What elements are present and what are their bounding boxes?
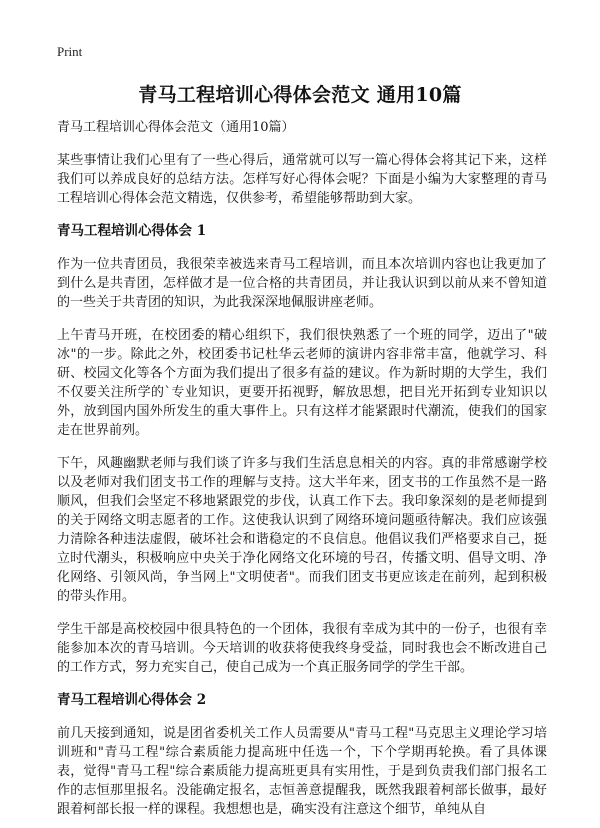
section-heading-2: 青马工程培训心得体会 2 (57, 692, 207, 708)
section-1-paragraph-1: 作为一位共青团员，我很荣幸被选来青马工程培训，而且本次培训内容也让我更加了到什么是共青团，怎样做才是一位合格的共青团员，并让我认识到以前从来不曾知道的一些关于共青团的知识，为此我深深地佩服讲座老师。 (57, 257, 547, 310)
document-body (57, 118, 547, 828)
print-link[interactable]: Print (57, 44, 83, 59)
intro-paragraph: 某些事情让我们心里有了一些心得后，通常就可以写一篇心得体会将其记下来，这样我们可以养成良好的总结方法。怎样写好心得体会呢？下面是小编为大家整理的青马工程培训心得体会范文精选，仅供参考，希望能够帮助到大家。 (57, 153, 547, 206)
document-subtitle: 青马工程培训心得体会范文（通用10篇） (57, 120, 295, 135)
document-title: 青马工程培训心得体会范文 通用10篇 (138, 84, 462, 106)
section-1-paragraph-2: 上午青马开班，在校团委的精心组织下，我们很快熟悉了一个班的同学，迈出了"破冰"的一步。除此之外，校团委书记杜华云老师的演讲内容非常丰富，他就学习、科研、校园文化等各个方面为我们提出了很多有益的建议。作为新时期的大学生，我们不仅要关注所学的`专业知识，更要开拓视野，解放思想，把目光开拓到专业知识以外，放到国内国外所发生的重大事件上。只有这样才能紧跟时代潮流，使我们的国家走在世界前列。 (57, 328, 547, 438)
section-2-paragraph-1: 前几天接到通知，说是团省委机关工作人员需要从"青马工程"马克思主义理论学习培训班和"青马工程"综合素质能力提高班中任选一个，下个学期再轮换。看了具体课表，觉得"青马工程"综合素质能力提高班更具有实用性，于是到负责我们部门报名工作的志恒那里报名。没能确定报名，志恒善意提醒我，既然我跟着柯部长做事，最好跟着柯部长报一样的课程。我想想也是，确实没有注意这个细节，单纯从自 (57, 726, 547, 817)
section-1-paragraph-3: 下午，风趣幽默老师与我们谈了许多与我们生活息息相关的内容。真的非常感谢学校以及老师对我们团支书工作的理解与支持。这大半年来，团支书的工作虽然不是一路顺风，但我们会坚定不移地紧跟党的步伐，认真工作下去。我印象深刻的是老师提到的关于网络文明志愿者的工作。这使我认识到了网络环境问题亟待解决。我们应该强力清除各种违法虚假，破坏社会和谐稳定的不良信息。他倡议我们严格要求自己，挺立时代潮头，积极响应中央关于净化网络文化环境的号召，传播文明、倡导文明、净化网络、引领风尚，争当网上"文明使者"。而我们团支书更应该走在前列，起到积极的带头作用。 (57, 456, 547, 604)
section-1-paragraph-4: 学生干部是高校校园中很具特色的一个团体，我很有幸成为其中的一份子，也很有幸能参加本次的青马培训。今天培训的收获将使我终身受益，同时我也会不断改进自己的工作方式，努力充实自己，使自己成为一个真正服务同学的学生干部。 (57, 622, 547, 675)
section-heading-1: 青马工程培训心得体会 1 (57, 223, 207, 239)
